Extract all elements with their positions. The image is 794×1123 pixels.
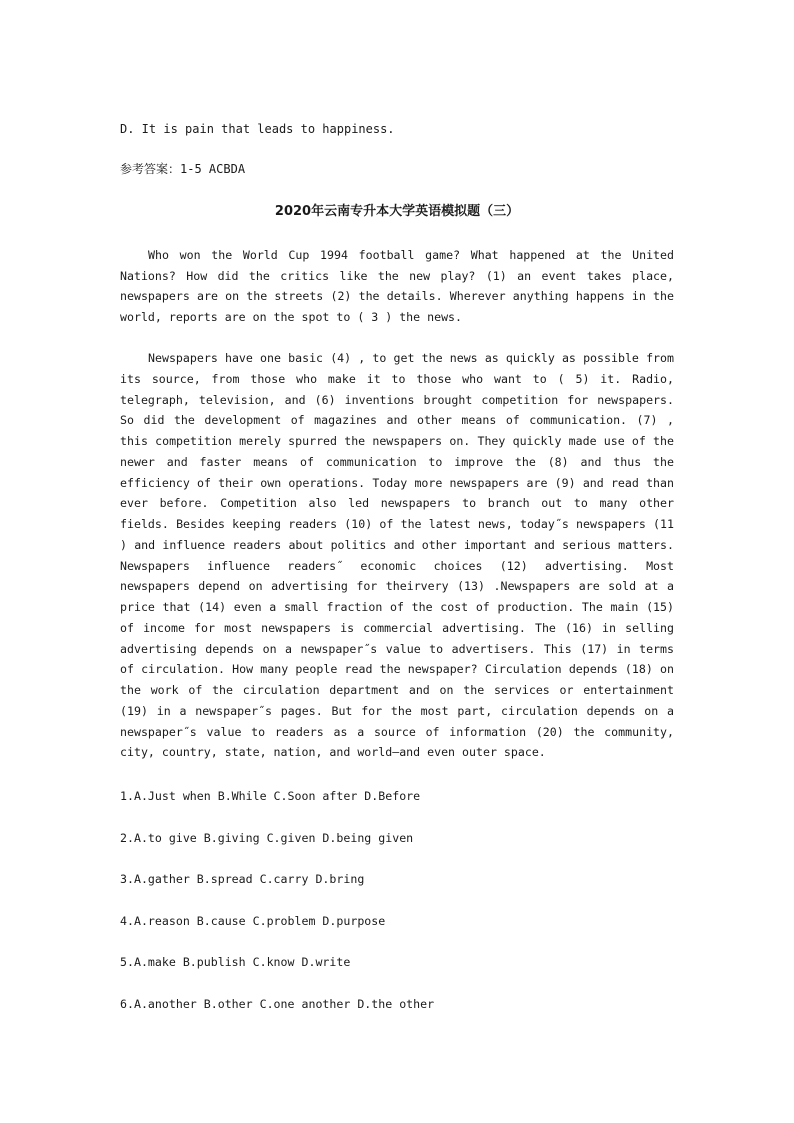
passage-paragraph-1-text: Who won the World Cup 1994 football game? What happened at the United Nations? How did the critics like the new play? (1) an event takes place, newspapers are on the streets (2) the details. Wherever anything happens in the world, reports are on the spot to ( 3 ) the news.: [120, 248, 674, 325]
answer-key: [120, 161, 245, 177]
question-item: 5.A.make B.publish C.know D.write: [120, 955, 351, 969]
previous-question-option-d: D. It is pain that leads to happiness.: [120, 122, 395, 136]
question-item: 2.A.to give B.giving C.given D.being given: [120, 831, 414, 845]
question-item: 3.A.gather B.spread C.carry D.bring: [120, 872, 365, 886]
answer-key-value: 1-5 ACBDA: [180, 162, 246, 176]
passage-paragraph-1: [120, 245, 674, 328]
passage-paragraph-2: [120, 348, 674, 763]
answer-key-label: 参考答案：: [120, 162, 181, 176]
question-item: 4.A.reason B.cause C.problem D.purpose: [120, 914, 386, 928]
passage-paragraph-2-text: Newspapers have one basic (4) , to get the news as quickly as possible from its source, from those who make it to those who want to ( 5) it. Radio, telegraph, television, and (6) inventions brought competition for newspapers. So did the development of magazines and other means of communication. (7) , this competition merely spurred the newspapers on. They quickly made use of the newer and faster means of communication to improve the (8) and thus the efficiency of their own operations. Today more newspapers are (9) and read than ever before. Competition also led newspapers to branch out to many other fields. Besides keeping readers (10) of the latest news, today˝s newspapers (11 ) and influence readers about politics and other important and serious matters. Newspapers influence readers˝ economic choices (12) advertising. Most newspapers depend on advertising for theirvery (13) .Newspapers are sold at a price that (14) even a small fraction of the cost of production. The main (15) of income for most newspapers is commercial advertising. The (16) in selling advertising depends on a newspaper˝s value to advertisers. This (17) in terms of circulation. How many people read the newspaper? Circulation depends (18) on the work of the circulation department and on the services or entertainment (19) in a newspaper˝s pages. But for the most part, circulation depends on a newspaper˝s value to readers as a source of information (20) the community, city, country, state, nation, and world—and even outer space.: [120, 351, 674, 760]
section-title: 2020年云南专升本大学英语模拟题（三）: [274, 204, 520, 219]
question-item: 6.A.another B.other C.one another D.the other: [120, 997, 435, 1011]
question-item: 1.A.Just when B.While C.Soon after D.Before: [120, 789, 421, 803]
